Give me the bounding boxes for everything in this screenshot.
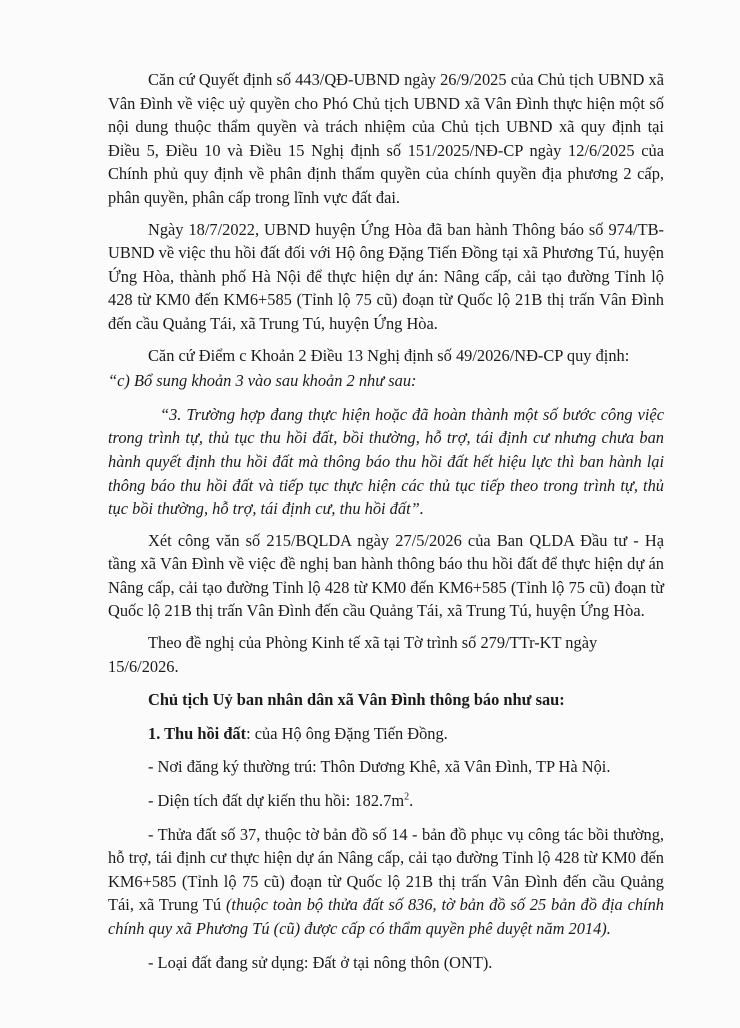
paragraph-legal-basis-443: Căn cứ Quyết định số 443/QĐ-UBND ngày 26/9/2025 của Chủ tịch UBND xã Vân Đình về việc uỷ quyền cho Phó Chủ tịch UBND xã Vân Đình thực hiện một số nội dung thuộc thẩm quyền và trách nhiệm của Chủ tịch UBND xã quy định tại Điều 5, Điều 10 và Điều 15 Nghị định số 151/2025/NĐ-CP ngày 12/6/2025 của Chính phủ quy định về phân định thẩm quyền của chính quyền địa phương 2 cấp, phân quyền, phân cấp trong lĩnh vực đất đai. [108,70,664,207]
bullet-parcel-text: - Thửa đất số 37, thuộc tờ bản đồ số 14 - bản đồ phục vụ công tác bồi thường, hỗ trợ, tái định cư thực hiện dự án Nâng cấp, cải tạo đường Tỉnh lộ 428 từ KM0 đến KM6+585 (Tỉnh lộ 75 cũ) đoạn từ Quốc lộ 21B thị trấn Vân Đình đến cầu Quảng Tái, xã Trung Tú [108,824,664,915]
bullet-land-type: - Loại đất đang sử dụng: Đất ở tại nông thôn (ONT). [148,952,493,972]
bullet-area [108,789,664,813]
bullet-parcel [108,823,664,941]
quote-lead-line: “c) Bổ sung khoản 3 vào sau khoản 2 như sau: [108,371,417,391]
bullet-parcel-italic: (thuộc toàn bộ thửa đất số 836, tờ bản đồ số 25 bản đồ địa chính chính quy xã Phương Tú (cũ) được cấp có thẩm quyền phê duyệt năm 2014). [108,895,664,938]
paragraph-notice-974: Ngày 18/7/2022, UBND huyện Ứng Hòa đã ban hành Thông báo số 974/TB-UBND về việc thu hồi đất đối với Hộ ông Đặng Tiến Đồng tại xã Phương Tú, huyện Ứng Hòa, thành phố Hà Nội để thực hiện dự án: Nâng cấp, cải tạo đường Tỉnh lộ 428 từ KM0 đến KM6+585 (Tỉnh lộ 75 cũ) đoạn từ Quốc lộ 21B thị trấn Vân Đình đến cầu Quảng Tái, xã Trung Tú, huyện Ứng Hòa. [108,219,664,333]
bullet-area-superscript: 2 [404,791,410,803]
section-1-text: : của Hộ ông Đặng Tiến Đồng. [246,723,448,743]
bullet-area-end: . [409,791,414,811]
section-1-heading: 1. Thu hồi đất [148,723,247,743]
announcement-heading: Chủ tịch Uỷ ban nhân dân xã Vân Đình thông báo như sau: [148,690,565,710]
paragraph-proposal-279: Theo đề nghị của Phòng Kinh tế xã tại Tờ trình số 279/TTr-KT ngày 15/6/2026. [108,633,598,676]
section-1-line [108,722,664,746]
paragraph-dispatch-215: Xét công văn số 215/BQLDA ngày 27/5/2026 của Ban QLDA Đầu tư - Hạ tầng xã Vân Đình về việc đề nghị ban hành thông báo thu hồi đất để thực hiện dự án Nâng cấp, cải tạo đường Tỉnh lộ 428 từ KM0 đến KM6+585 (Tỉnh lộ 75 cũ) đoạn từ Quốc lộ 21B thị trấn Vân Đình đến cầu Quảng Tái, xã Trung Tú, huyện Ứng Hòa. [108,530,664,621]
paragraph-decree-49: Căn cứ Điểm c Khoản 2 Điều 13 Nghị định số 49/2026/NĐ-CP quy định: [148,345,630,365]
bullet-residence: - Nơi đăng ký thường trú: Thôn Dương Khê, xã Vân Đình, TP Hà Nội. [148,757,611,777]
bullet-area-text: - Diện tích đất dự kiến thu hồi: 182.7m [148,791,405,811]
quote-clause-3: “3. Trường hợp đang thực hiện hoặc đã hoàn thành một số bước công việc trong trình tự, thủ tục thu hồi đất, bồi thường, hỗ trợ, tái định cư nhưng chưa ban hành quyết định thu hồi đất mà thông báo thu hồi đất hết hiệu lực thì ban hành lại thông báo thu hồi đất và tiếp tục thực hiện các thủ tục tiếp theo trong trình tự, thủ tục bồi thường, hỗ trợ, tái định cư, thu hồi đất”. [108,404,664,519]
